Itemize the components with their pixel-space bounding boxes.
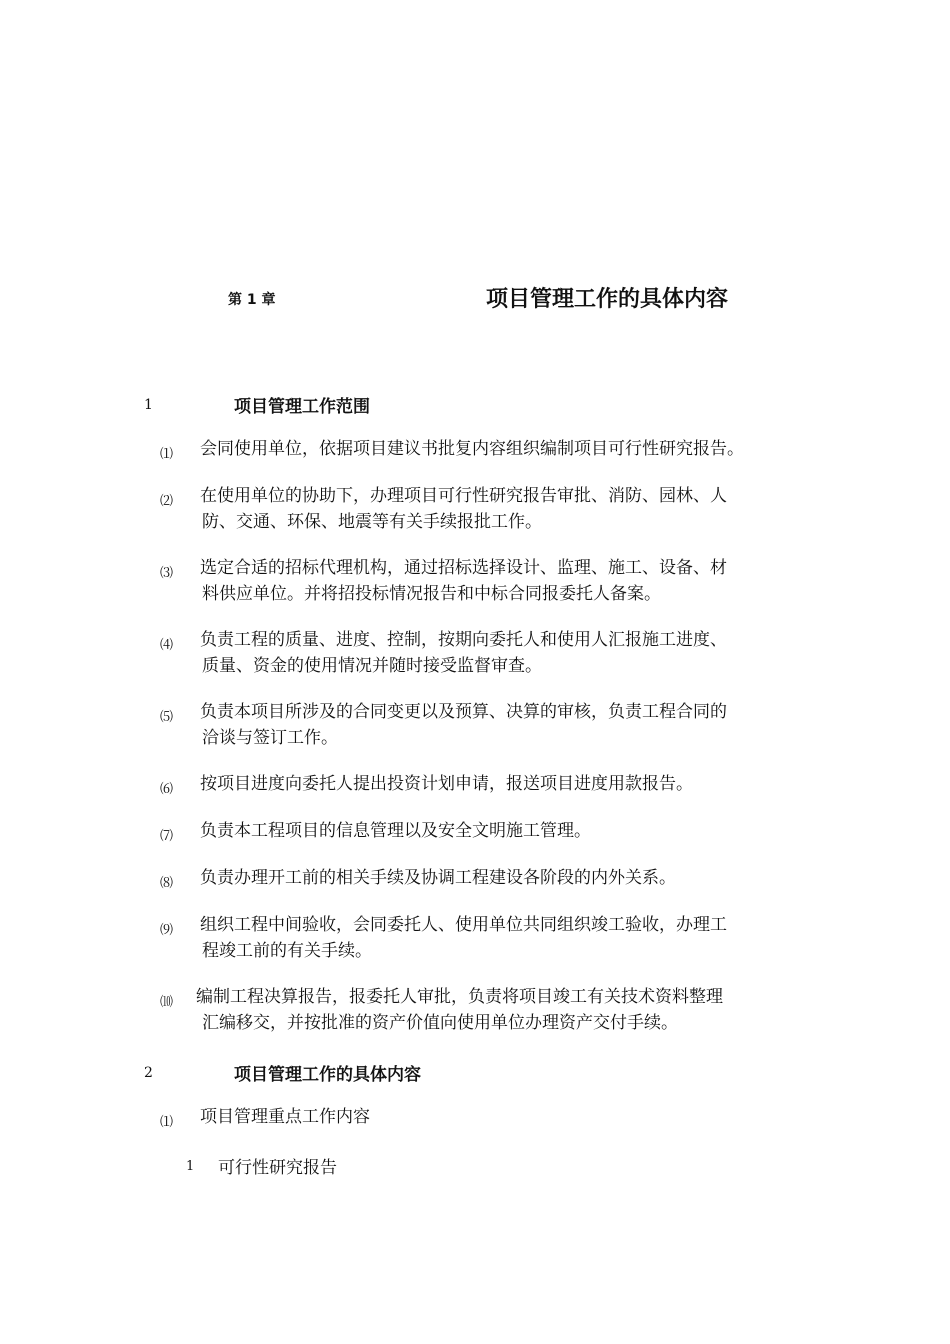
list-item-text xyxy=(200,483,727,535)
list-item-number: ⑴ xyxy=(160,1115,174,1130)
section-1-number: 1 xyxy=(144,397,153,413)
list-item-line: 在使用单位的协助下，办理项目可行性研究报告审批、消防、园林、人 xyxy=(200,486,727,506)
list-item-line: 项目管理重点工作内容 xyxy=(200,1107,370,1127)
list-item-text xyxy=(196,984,723,1036)
list-item-text xyxy=(200,1104,370,1130)
list-item-line: 负责本工程项目的信息管理以及安全文明施工管理。 xyxy=(200,821,591,841)
list-item-line: 会同使用单位，依据项目建议书批复内容组织编制项目可行性研究报告。 xyxy=(200,439,744,459)
list-item-line: 负责办理开工前的相关手续及协调工程建设各阶段的内外关系。 xyxy=(200,868,676,888)
list-item-line: 编制工程决算报告，报委托人审批，负责将项目竣工有关技术资料整理 xyxy=(196,987,723,1007)
list-item-line: 汇编移交，并按批准的资产价值向使用单位办理资产交付手续。 xyxy=(202,1013,678,1033)
chapter-title: 项目管理工作的具体内容 xyxy=(486,287,729,312)
list-item-text xyxy=(200,818,591,844)
list-item-number: ⑹ xyxy=(160,782,174,797)
list-item-line: 质量、资金的使用情况并随时接受监督审查。 xyxy=(202,656,542,676)
list-item-line: 负责工程的质量、进度、控制，按期向委托人和使用人汇报施工进度、 xyxy=(200,630,727,650)
list-item-line: 防、交通、环保、地震等有关手续报批工作。 xyxy=(202,512,542,532)
list-item-number: ⑺ xyxy=(160,829,174,844)
list-item-number: ⑻ xyxy=(160,876,174,891)
section-2-number: 2 xyxy=(144,1065,153,1081)
list-item-line: 组织工程中间验收，会同委托人、使用单位共同组织竣工验收，办理工 xyxy=(200,915,727,935)
list-item-text xyxy=(200,627,727,679)
list-item-line: 洽谈与签订工作。 xyxy=(202,728,338,748)
list-item-number: ⑽ xyxy=(160,995,174,1010)
list-item-line: 负责本项目所涉及的合同变更以及预算、决算的审核，负责工程合同的 xyxy=(200,702,727,722)
list-item-number: ⑴ xyxy=(160,447,174,462)
list-item-number: ⑸ xyxy=(160,710,174,725)
list-item-text xyxy=(200,865,676,891)
list-item-text xyxy=(200,555,727,607)
list-item-text xyxy=(200,912,727,964)
list-item-text xyxy=(200,771,693,797)
list-item-number: ⑶ xyxy=(160,566,174,581)
list-item-text xyxy=(200,436,744,462)
chapter-number: 第 1 章 xyxy=(228,292,276,308)
section-1-title: 项目管理工作范围 xyxy=(234,397,370,417)
list-item-line: 料供应单位。并将招投标情况报告和中标合同报委托人备案。 xyxy=(202,584,661,604)
list-item-text xyxy=(200,699,727,751)
list-item-line: 程竣工前的有关手续。 xyxy=(202,941,372,961)
list-item-line: 按项目进度向委托人提出投资计划申请，报送项目进度用款报告。 xyxy=(200,774,693,794)
section-2-title: 项目管理工作的具体内容 xyxy=(234,1065,421,1085)
list-item-line: 选定合适的招标代理机构，通过招标选择设计、监理、施工、设备、材 xyxy=(200,558,727,578)
sublist-item-number: 1 xyxy=(186,1159,195,1174)
list-item-number: ⑷ xyxy=(160,638,174,653)
list-item-number: ⑼ xyxy=(160,923,174,938)
list-item-number: ⑵ xyxy=(160,494,174,509)
sublist-item-text: 可行性研究报告 xyxy=(218,1158,337,1178)
